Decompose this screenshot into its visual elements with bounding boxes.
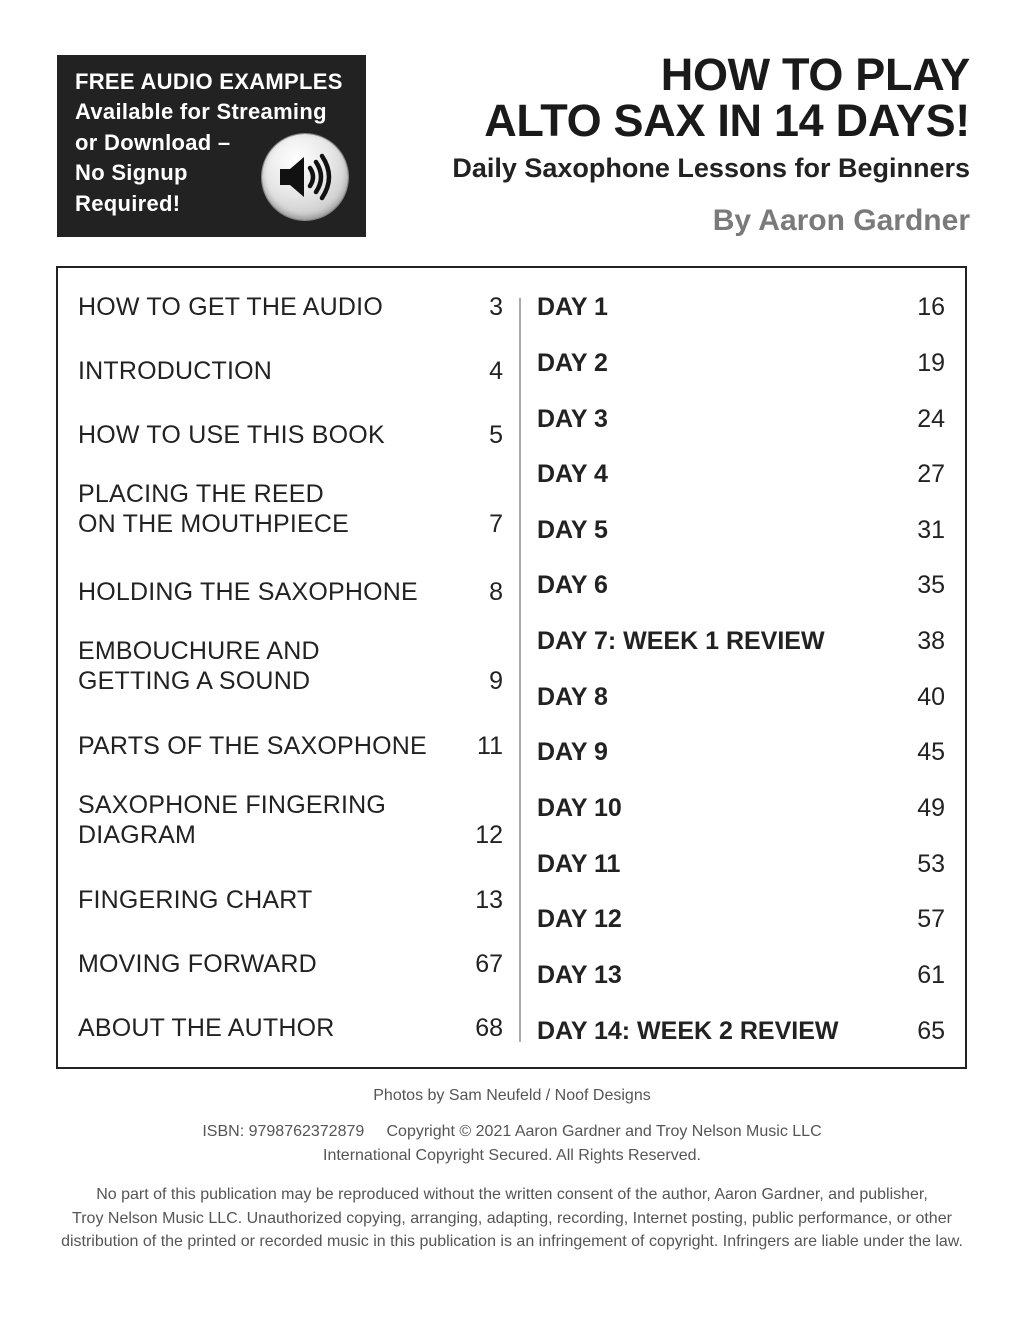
toc-entry-page: 65 [917,1017,945,1045]
toc-entry-title: HOW TO GET THE AUDIO [78,293,383,321]
toc-entry-title: DAY 3 [537,405,608,433]
toc-entry-page: 61 [917,961,945,989]
toc-entry-day[interactable] [537,737,945,767]
book-subtitle: Daily Saxophone Lessons for Beginners [452,153,970,183]
toc-entry-title: DAY 12 [537,905,622,933]
audio-banner-line: Required! [75,190,181,216]
toc-entry-title: MOVING FORWARD [78,950,317,978]
toc-entry[interactable] [78,949,503,979]
toc-entry-title: DAY 6 [537,571,608,599]
legal-notice-line: distribution of the printed or recorded music in this publication is an infringement of copyright. Infringers are liable under the law. [61,1233,963,1250]
column-divider [519,298,521,1042]
toc-entry-page: 57 [917,905,945,933]
toc-entry-title: DAY 5 [537,516,608,544]
audio-banner-line: or Download – [75,129,231,155]
toc-entry-title: DAY 14: WEEK 2 REVIEW [537,1017,839,1045]
toc-entry-title: HOLDING THE SAXOPHONE [78,578,418,606]
audio-banner-line: Available for Streaming [75,99,327,125]
toc-entry-page: 24 [917,405,945,433]
copyright-secured: International Copyright Secured. All Rights Reserved. [323,1147,701,1164]
toc-entry-title: DAY 2 [537,349,608,377]
toc-entry-page: 9 [489,667,503,695]
toc-entry-page: 13 [475,886,503,914]
toc-entry-page: 4 [489,357,503,385]
toc-entry-title: DAY 10 [537,794,622,822]
toc-entry[interactable] [78,1013,503,1043]
audio-banner-line: FREE AUDIO EXAMPLES [75,69,343,94]
toc-entry-title: HOW TO USE THIS BOOK [78,421,385,449]
toc-entry-page: 3 [489,293,503,321]
toc-entry-title: DAY 13 [537,961,622,989]
toc-entry-page: 45 [917,738,945,766]
toc-entry-day[interactable] [537,904,945,934]
toc-entry-day[interactable] [537,292,945,322]
toc-entry-title: DAY 1 [537,293,608,321]
toc-entry[interactable] [78,577,503,607]
toc-entry-day[interactable] [537,459,945,489]
toc-entry-page: 68 [475,1014,503,1042]
toc-entry-page: 40 [917,683,945,711]
speaker-icon [262,134,348,220]
toc-entry-page: 7 [489,510,503,538]
toc-entry-title: EMBOUCHURE AND GETTING A SOUND [78,637,320,695]
toc-entry[interactable] [78,420,503,450]
speaker-glyph [276,151,334,203]
toc-entry-page: 67 [475,950,503,978]
toc-entry-title: FINGERING CHART [78,886,313,914]
legal-notice-line: No part of this publication may be reproduced without the written consent of the author, Aaron Gardner, and publisher, [96,1186,928,1203]
toc-entry-day[interactable] [537,404,945,434]
toc-entry[interactable] [78,292,503,322]
toc-entry-title: PARTS OF THE SAXOPHONE [78,732,427,760]
toc-entry-page: 27 [917,460,945,488]
toc-entry-page: 5 [489,421,503,449]
toc-entry-day[interactable] [537,570,945,600]
toc-entry-day[interactable] [537,515,945,545]
toc-entry-page: 49 [917,794,945,822]
book-title-line-1: HOW TO PLAY [660,49,970,100]
toc-entry[interactable] [78,479,503,539]
title-block [452,49,970,238]
toc-entry-page: 16 [917,293,945,321]
toc-entry-title: DAY 9 [537,738,608,766]
toc-entry-day[interactable] [537,960,945,990]
toc-entry-day[interactable] [537,849,945,879]
legal-notice-line: Troy Nelson Music LLC. Unauthorized copying, arranging, adapting, recording, Internet posting, public performance, or other [72,1210,952,1227]
toc-entry-day[interactable] [537,348,945,378]
book-title-line-2: ALTO SAX IN 14 DAYS! [484,95,970,146]
toc-entry[interactable] [78,356,503,386]
toc-entry-title: PLACING THE REED ON THE MOUTHPIECE [78,480,350,538]
photo-credit: Photos by Sam Neufeld / Noof Designs [373,1087,651,1104]
toc-entry-title: DAY 11 [537,850,621,878]
toc-entry-day[interactable] [537,626,945,656]
toc-entry-title: SAXOPHONE FINGERING DIAGRAM [78,791,387,849]
toc-entry-page: 11 [477,732,503,760]
toc-entry-day[interactable] [537,1016,945,1046]
author-byline: By Aaron Gardner [712,204,970,237]
toc-entry-page: 38 [917,627,945,655]
toc-entry[interactable] [78,885,503,915]
toc-entry-title: DAY 7: WEEK 1 REVIEW [537,627,825,655]
toc-entry-page: 53 [917,850,945,878]
toc-entry-title: DAY 4 [537,460,608,488]
toc-entry-day[interactable] [537,682,945,712]
toc-entry-page: 35 [917,571,945,599]
toc-entry-page: 8 [489,578,503,606]
toc-entry-title: DAY 8 [537,683,608,711]
table-of-contents [56,266,967,1069]
toc-entry-title: ABOUT THE AUTHOR [78,1014,335,1042]
toc-entry-day[interactable] [537,793,945,823]
toc-entry-page: 19 [917,349,945,377]
toc-entry[interactable] [78,731,503,761]
audio-banner-line: No Signup [75,160,188,186]
toc-entry-page: 12 [475,821,503,849]
toc-entry-page: 31 [917,516,945,544]
toc-entry[interactable] [78,636,503,696]
toc-entry-title: INTRODUCTION [78,357,273,385]
isbn-copyright: ISBN: 9798762372879 Copyright © 2021 Aaron Gardner and Troy Nelson Music LLC [202,1123,822,1140]
toc-entry[interactable] [78,790,503,850]
